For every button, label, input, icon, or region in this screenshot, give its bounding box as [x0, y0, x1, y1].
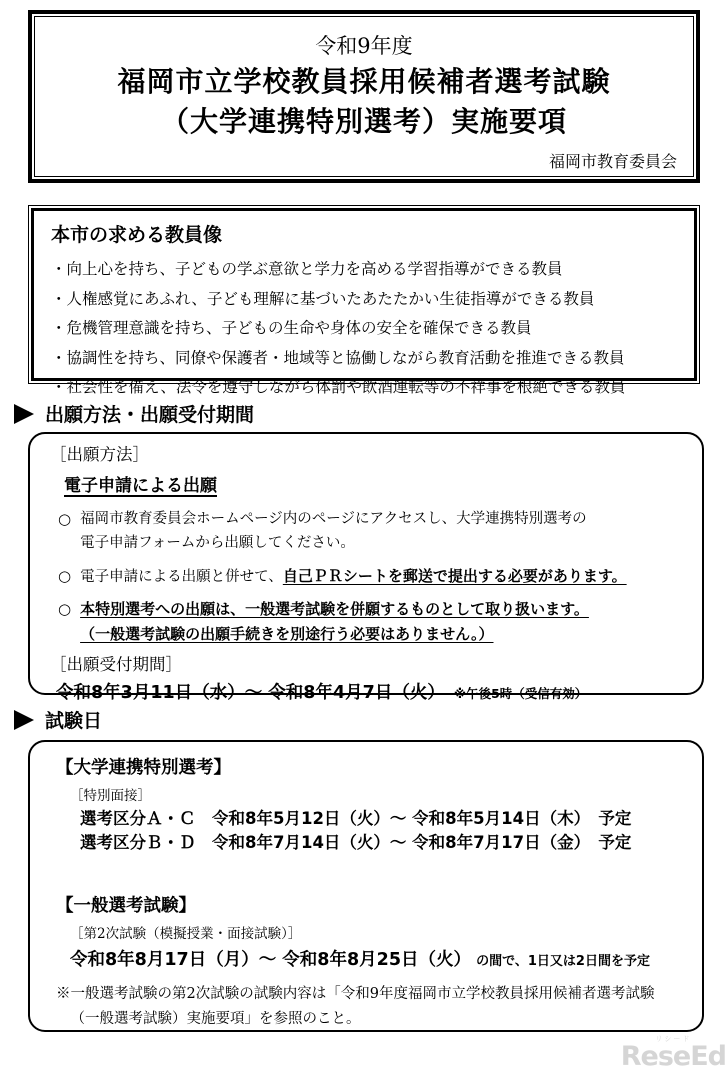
list-item: ・協調性を持ち、同僚や保護者・地域等と協働しながら教育活動を推進できる教員: [51, 348, 625, 367]
bullet-line: 電子申請フォームから出願してください。: [80, 535, 355, 551]
reseed-watermark: [621, 1035, 726, 1071]
general-exam-note: ※一般選考試験の第2次試験の試験内容は「令和9年度福岡市立学校教員採用候補者選考試験（一般選考試験）実施要項」を参照のこと。: [56, 986, 655, 1027]
document-title-line2: （大学連携特別選考）実施要項: [160, 105, 567, 138]
special-selection-sublabel: ［特別面接］: [70, 788, 151, 804]
list-item: [58, 507, 682, 555]
period-label: ［出願受付期間］: [50, 655, 182, 674]
general-exam-heading: 【一般選考試験】: [56, 896, 196, 916]
application-section-heading: [14, 400, 254, 427]
section-heading-label: 出願方法・出願受付期間: [45, 404, 255, 426]
bullet-emphasis: （一般選考試験の出願手続きを別途行う必要はありません。）: [80, 625, 494, 643]
period-line: [56, 679, 682, 704]
general-exam-sublabel: ［第2次試験（模擬授業・面接試験）］: [70, 926, 302, 942]
special-selection-schedule: [80, 807, 676, 855]
application-box: [28, 432, 704, 703]
table-row: 選考区分Ａ・Ｃ 令和8年5月12日（火）～ 令和8年5月14日（木） 予定: [80, 809, 632, 828]
general-exam-dates-note: の間で、1日又は2日間を予定: [476, 954, 650, 969]
bullet-line: 電子申請による出願と併せて、: [80, 569, 283, 585]
circle-bullet-icon: ○: [58, 567, 72, 585]
period-dates: 令和8年3月11日（水）～ 令和8年4月7日（火）: [56, 683, 445, 703]
teacher-profile-heading: 本市の求める教員像: [51, 224, 223, 246]
method-label: ［出願方法］: [50, 445, 149, 464]
method-title: 電子申請による出願: [64, 476, 217, 496]
list-item: [58, 597, 682, 647]
period-note: ※午後5時（受信有効）: [453, 686, 588, 701]
list-item: ・危機管理意識を持ち、子どもの生命や身体の安全を確保できる教員: [51, 319, 532, 337]
list-item: [58, 564, 682, 589]
reseed-logo: ReseEd: [620, 1041, 726, 1072]
teacher-profile-box-inner: [31, 208, 697, 396]
bullet-emphasis: 本特別選考への出願は、一般選考試験を併願するものとして取り扱います。: [80, 600, 589, 618]
arrow-right-icon: [14, 710, 34, 730]
section-heading-label: 試験日: [45, 710, 103, 732]
list-item: ・人権感覚にあふれ、子ども理解に基づいたあたたかい生徒指導ができる教員: [51, 289, 595, 308]
bullet-emphasis: 自己ＰＲシートを郵送で提出する必要があります。: [282, 567, 627, 585]
title-box-inner: [34, 16, 694, 177]
special-selection-heading: 【大学連携特別選考】: [56, 758, 231, 778]
bullet-text: [80, 597, 589, 647]
exam-section-heading: [14, 706, 102, 733]
bullet-line: 福岡市教育委員会ホームページ内のページにアクセスし、大学連携特別選考の: [80, 511, 587, 527]
general-exam-block: [56, 892, 676, 1031]
bullet-text: [80, 507, 586, 555]
general-exam-dates: 令和8年8月17日（月）～ 令和8年8月25日（火）: [70, 950, 472, 970]
circle-bullet-icon: ○: [58, 600, 72, 618]
list-item: ・社会性を備え、法令を遵守しながら体罰や飲酒運転等の不祥事を根絶できる教員: [51, 378, 626, 396]
fiscal-year: 令和9年度: [315, 34, 413, 58]
general-exam-dates-line: [70, 946, 676, 971]
arrow-right-icon: [14, 404, 34, 424]
teacher-profile-box: [28, 205, 700, 396]
document-title-line1: 福岡市立学校教員採用候補者選考試験: [117, 65, 611, 98]
table-row: 選考区分Ｂ・Ｄ 令和8年7月14日（火）～ 令和8年7月17日（金） 予定: [80, 833, 632, 852]
teacher-profile-list: [51, 255, 677, 403]
title-box: [28, 10, 700, 183]
exam-box: [28, 740, 704, 1032]
issuing-organization: 福岡市教育委員会: [548, 152, 677, 171]
circle-bullet-icon: ○: [58, 510, 72, 528]
bullet-text: [80, 564, 627, 589]
list-item: ・向上心を持ち、子どもの学ぶ意欲と学力を高める学習指導ができる教員: [51, 260, 563, 278]
reseed-ruby-label: リシード: [655, 1035, 692, 1043]
